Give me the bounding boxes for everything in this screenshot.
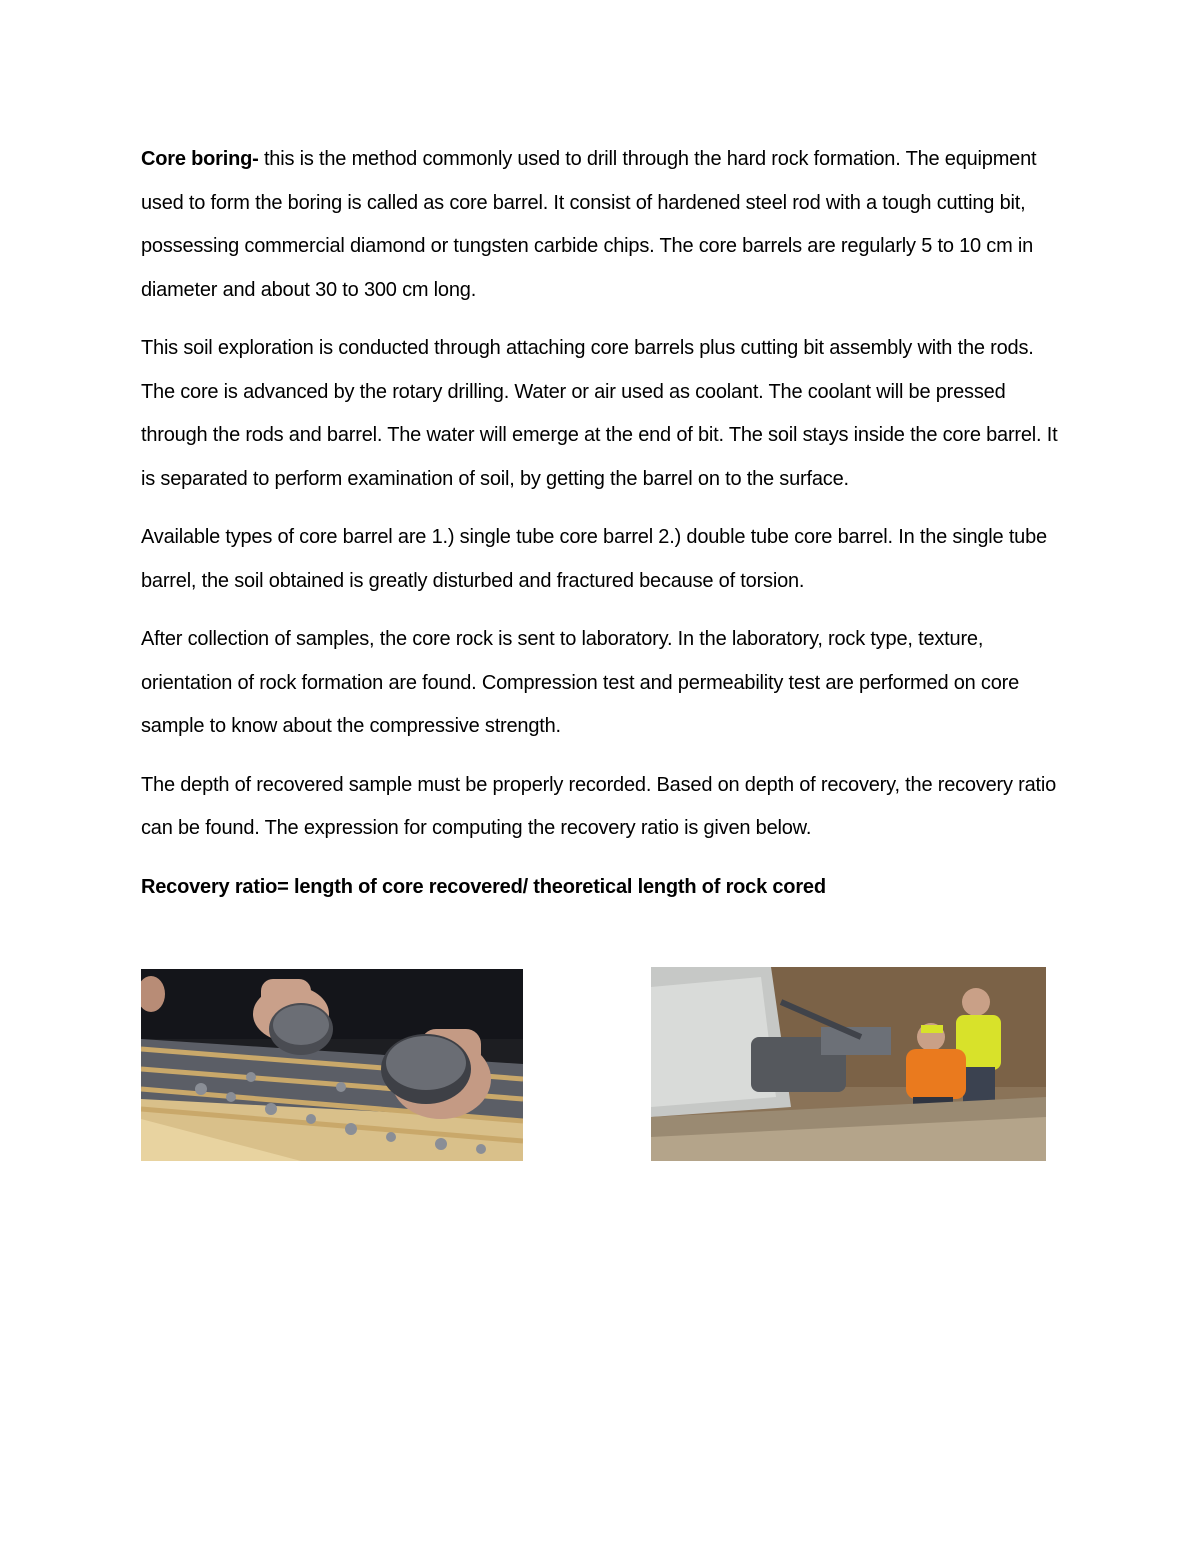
rock-cores-image [141, 969, 523, 1161]
paragraph-soil-exploration: This soil exploration is conducted through attaching core barrels plus cutting bit assembly with the rods. The core is advanced by the rotary drilling. Water or air used as coolant. The coolant will be pressed through the rods and barrel. The water will emerge at the end of bit. The soil stays inside the core barrel. It is separated to perform examination of soil, by getting the barrel on to the surface. [141, 337, 1058, 490]
term-core-boring: Core boring- [141, 148, 259, 170]
photo-rock-cores [141, 969, 523, 1161]
paragraph-barrel-types: Available types of core barrel are 1.) single tube core barrel 2.) double tube core barrel. In the single tube barrel, the soil obtained is greatly disturbed and fractured because of torsion. [141, 526, 1047, 592]
paragraph-core-boring [141, 138, 1061, 312]
core-drilling-image [651, 967, 1046, 1161]
recovery-ratio-formula: Recovery ratio= length of core recovered/ theoretical length of rock cored [141, 875, 826, 898]
paragraph-laboratory: After collection of samples, the core rock is sent to laboratory. In the laboratory, rock type, texture, orientation of rock formation are found. Compression test and permeability test are performed on core sample to know about the compressive strength. [141, 628, 1020, 737]
photo-core-drilling-site [651, 967, 1046, 1161]
paragraph-core-boring-text: this is the method commonly used to drill through the hard rock formation. The equipment used to form the boring is called as core barrel. It consist of hardened steel rod with a tough cutting bit, possessing commercial diamond or tungsten carbide chips. The core barrels are regularly 5 to 10 cm in diameter and about 30 to 300 cm long. [141, 148, 1037, 301]
paragraph-recovery-depth: The depth of recovered sample must be properly recorded. Based on depth of recovery, the recovery ratio can be found. The expression for computing the recovery ratio is given below. [141, 773, 1057, 839]
document-body [141, 138, 1061, 909]
